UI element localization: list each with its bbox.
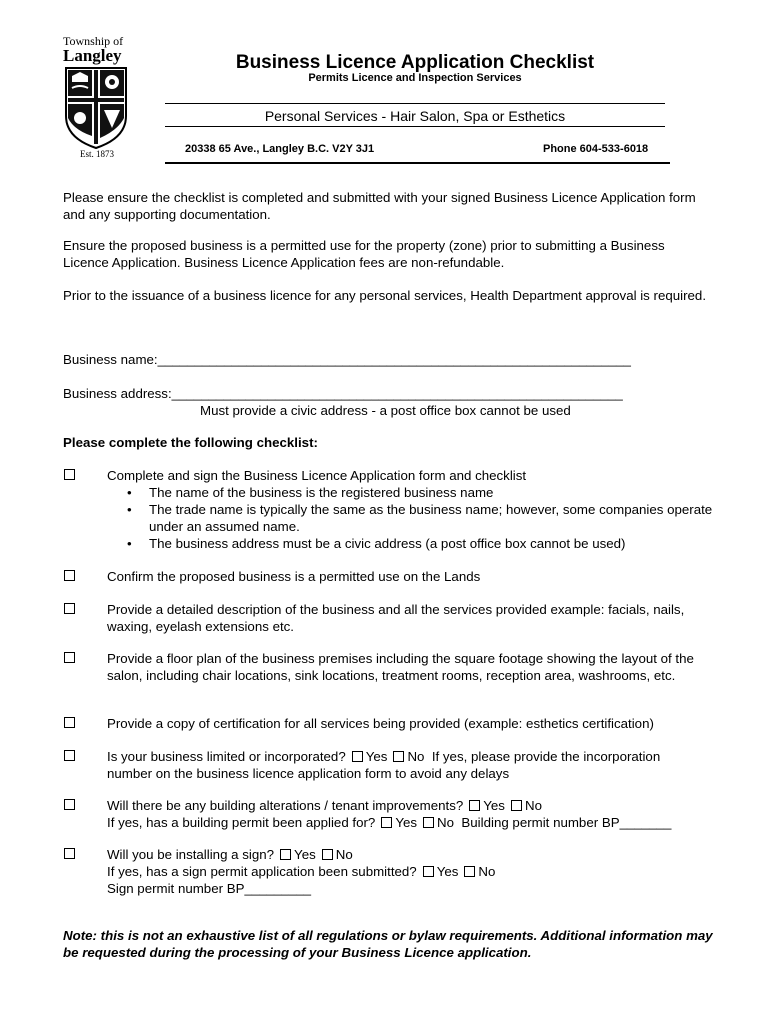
page-title: Business Licence Application Checklist [235, 52, 595, 73]
item-7b-no-checkbox[interactable] [423, 817, 434, 828]
bullet-trade-name: • The trade name is typically the same as the business name; however, some companies operate under an assumed name. [149, 501, 717, 535]
checklist-item-5: Provide a copy of certification for all services being provided (example: esthetics certification) [107, 716, 654, 731]
brand-langley-text: Langley [63, 46, 122, 65]
checkbox-item-3[interactable] [64, 601, 75, 616]
office-address: 20338 65 Ave., Langley B.C. V2Y 3J1 [185, 143, 375, 155]
checkbox-item-5[interactable] [64, 715, 75, 730]
business-name-field[interactable]: Business name:________________________________________________________________ [63, 352, 631, 367]
checklist-item-1 [107, 467, 717, 552]
building-permit-number-field[interactable]: Building permit number BP_______ [461, 815, 672, 830]
header-divider-bottom [165, 162, 670, 164]
checklist-item-1-text: Complete and sign the Business Licence Application form and checklist [107, 468, 527, 483]
office-phone: Phone 604-533-6018 [543, 143, 649, 155]
item-7-question: Will there be any building alterations / tenant improvements? [107, 798, 464, 813]
address-note: Must provide a civic address - a post office box cannot be used [200, 403, 571, 418]
item-6-question: Is your business limited or incorporated? [107, 749, 346, 764]
intro-paragraph-1: Please ensure the checklist is completed and submitted with your signed Business Licence Application form and any supporting documentation. [63, 190, 696, 222]
item-7-no-label: No [524, 798, 542, 813]
checklist-item-8 [107, 846, 717, 897]
item-6-yes-label: Yes [365, 749, 388, 764]
checkbox-item-8[interactable] [64, 846, 75, 861]
item-8-yes-checkbox[interactable] [280, 849, 291, 860]
intro-paragraph-2: Ensure the proposed business is a permitted use for the property (zone) prior to submitting a Business Licence Application. Business Licence Application fees are non-refundable. [63, 238, 665, 270]
checkbox-item-4[interactable] [64, 650, 75, 665]
header-divider-top [165, 103, 665, 104]
item-8b-yes-checkbox[interactable] [423, 866, 434, 877]
item-7b-yes-checkbox[interactable] [381, 817, 392, 828]
checkbox-item-1[interactable] [64, 467, 75, 482]
item-8-question-2: If yes, has a sign permit application been submitted? [107, 864, 417, 879]
checklist-heading: Please complete the following checklist: [63, 435, 318, 450]
item-7-question-2: If yes, has a building permit been applied for? [107, 815, 376, 830]
item-8-yes-label: Yes [294, 847, 316, 862]
bullet-business-name: • The name of the business is the registered business name [149, 484, 717, 501]
item-7b-no-label: No [437, 815, 455, 830]
item-7-yes-checkbox[interactable] [469, 800, 480, 811]
business-address-field[interactable]: Business address:_____________________________________________________________ [63, 386, 623, 401]
checklist-item-7 [107, 797, 717, 831]
header-divider-mid [165, 126, 665, 127]
item-6-yes-checkbox[interactable] [352, 751, 363, 762]
brand-township-text: Township of [63, 34, 124, 48]
page-subtitle: Permits Licence and Inspection Services [308, 72, 522, 84]
checklist-item-6 [107, 748, 707, 782]
checkbox-item-7[interactable] [64, 797, 75, 812]
item-8b-no-checkbox[interactable] [464, 866, 475, 877]
item-8b-no-label: No [478, 864, 496, 879]
item-7b-yes-label: Yes [395, 815, 418, 830]
checkbox-item-6[interactable] [64, 748, 75, 763]
checklist-item-3: Provide a detailed description of the business and all the services provided example: facials, nails, waxing, eyelash extensions etc. [107, 602, 685, 634]
intro-paragraph-3: Prior to the issuance of a business licence for any personal services, Health Department approval is required. [63, 288, 707, 303]
item-8-no-label: No [335, 847, 353, 862]
item-6-no-checkbox[interactable] [393, 751, 404, 762]
bullet-business-address: • The business address must be a civic address (a post office box cannot be used) [149, 535, 717, 552]
checklist-item-2: Confirm the proposed business is a permitted use on the Lands [107, 569, 481, 584]
established-year: Est. 1873 [80, 149, 115, 159]
business-category: Personal Services - Hair Salon, Spa or Esthetics [264, 108, 566, 124]
township-crest-logo [62, 66, 130, 150]
checkbox-item-2[interactable] [64, 568, 75, 583]
item-8-question: Will you be installing a sign? [107, 847, 275, 862]
item-7-no-checkbox[interactable] [511, 800, 522, 811]
disclaimer-note: Note: this is not an exhaustive list of all regulations or bylaw requirements. Additional information may be requested during the processing of your Business Licence application. [63, 928, 713, 960]
checklist-item-4: Provide a floor plan of the business premises including the square footage showing the layout of the salon, including chair locations, sink locations, treatment rooms, reception area, washrooms, etc. [107, 651, 694, 683]
sign-permit-number-field[interactable]: Sign permit number BP_________ [107, 881, 312, 896]
item-8b-yes-label: Yes [436, 864, 459, 879]
item-7-yes-label: Yes [483, 798, 505, 813]
item-6-followup: If yes, please provide the incorporation number on the business licence application form to avoid any delays [107, 749, 661, 781]
item-6-no-label: No [407, 749, 425, 764]
item-8-no-checkbox[interactable] [322, 849, 333, 860]
